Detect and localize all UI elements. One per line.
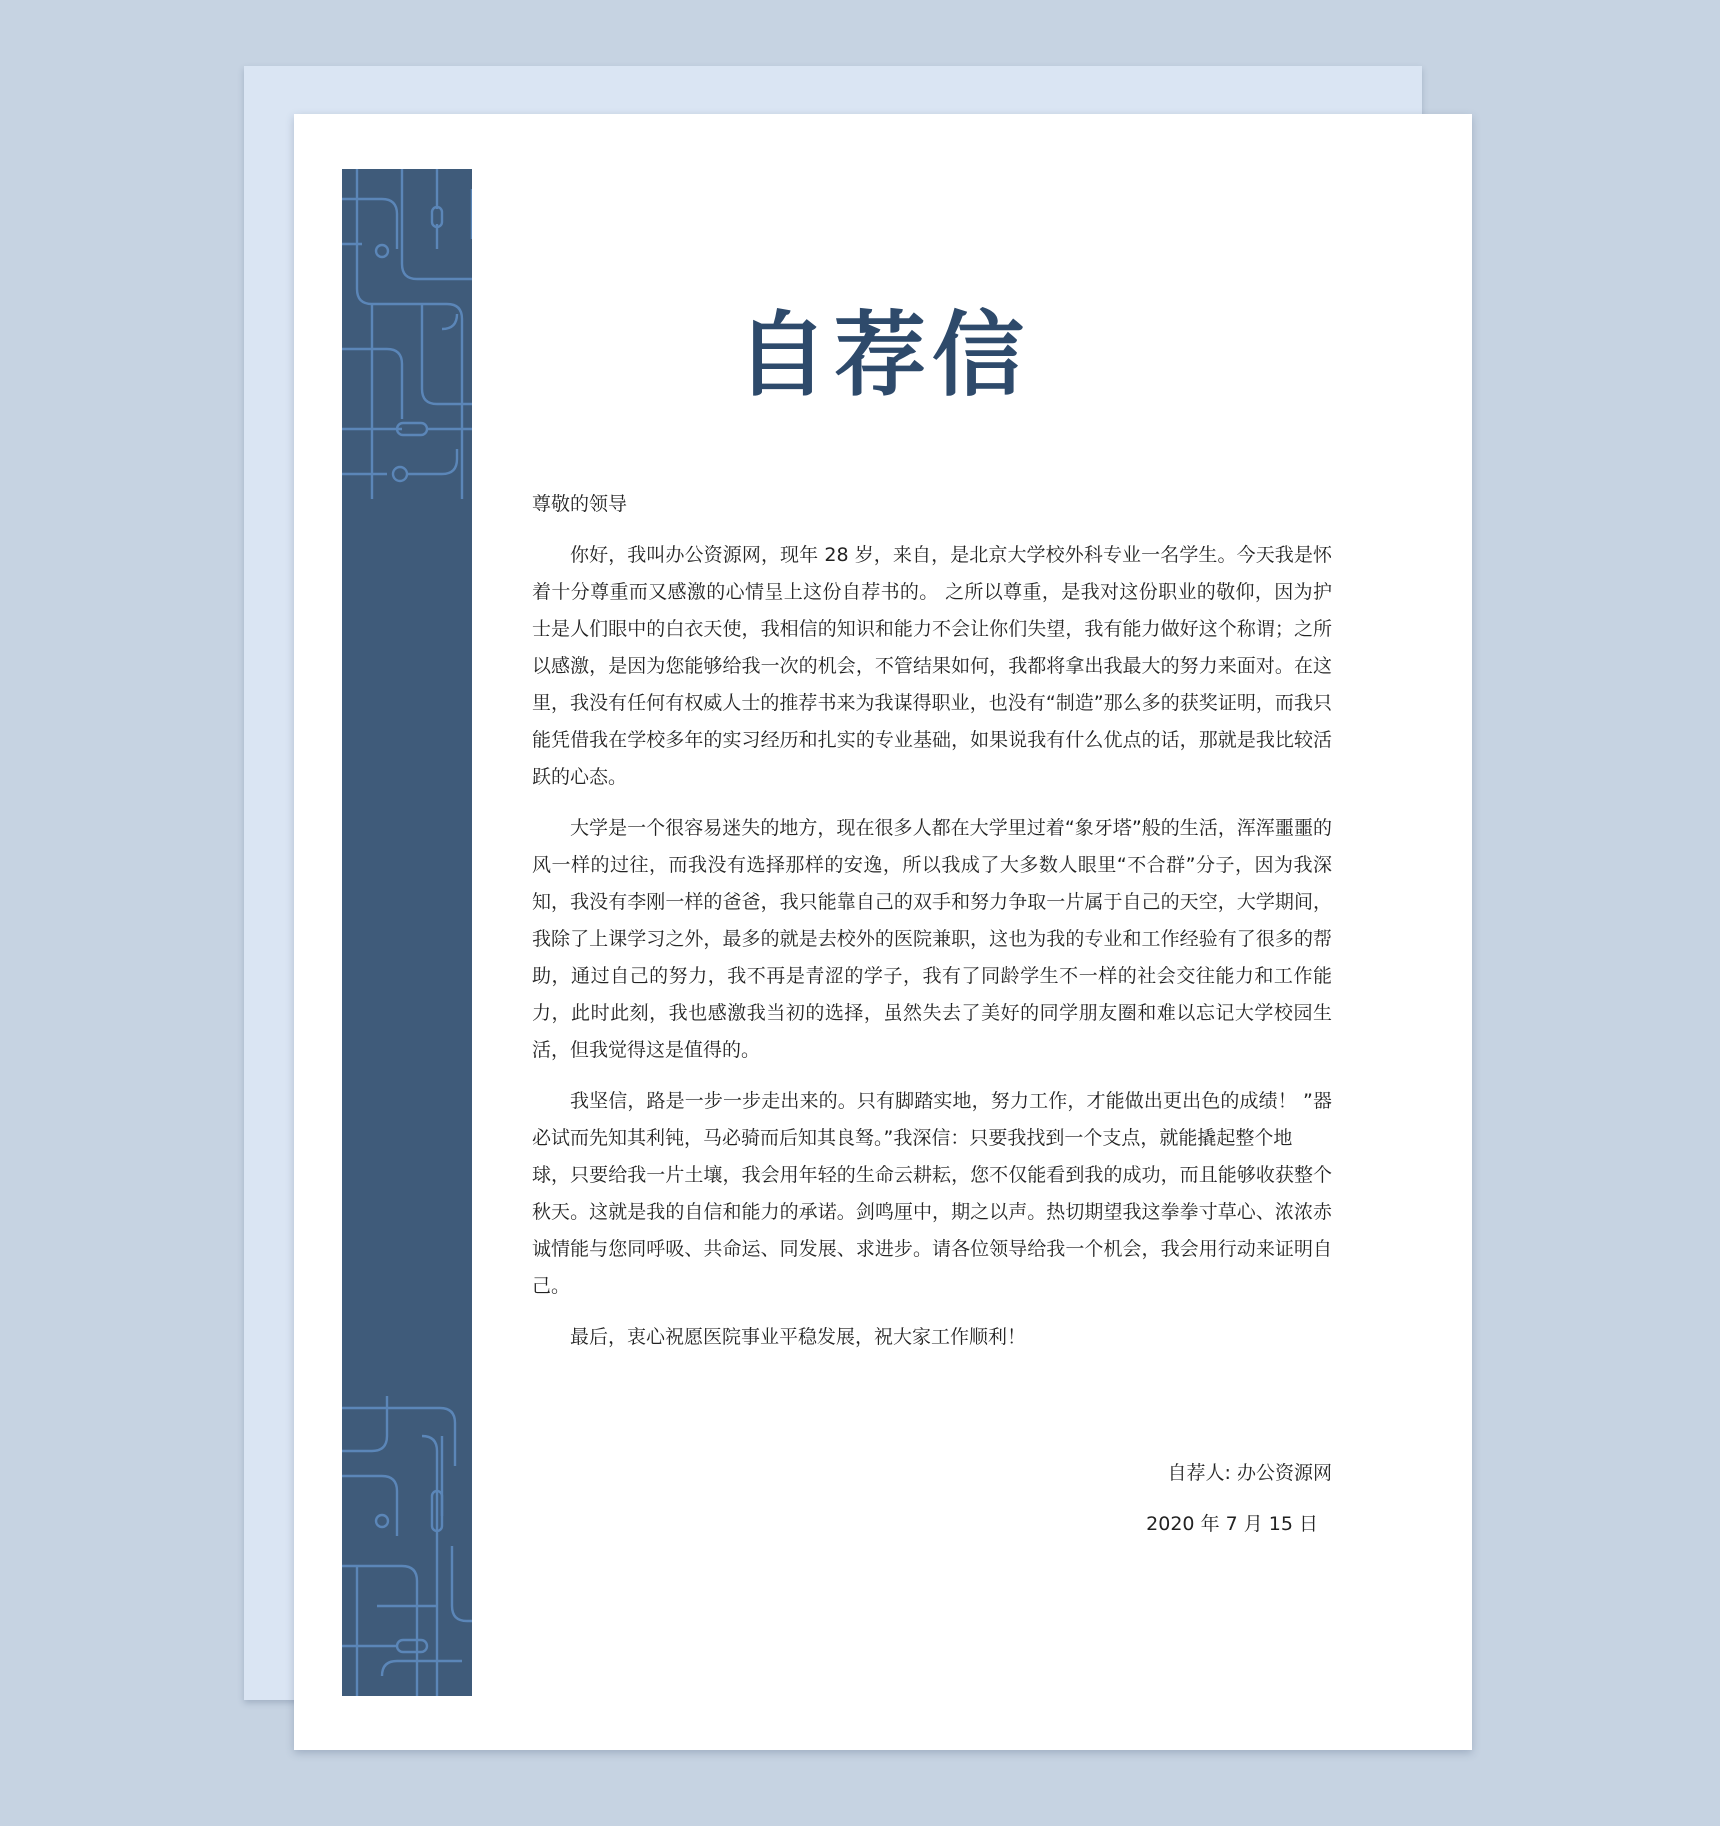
salutation: 尊敬的领导	[532, 493, 628, 515]
paragraph-2: 大学是一个很容易迷失的地方，现在很多人都在大学里过着“象牙塔”般的生活，浑浑噩噩的风一样的过往，而我没有选择那样的安逸，所以我成了大多数人眼里“不合群”分子，因为我深知，我没有李刚一样的爸爸，我只能靠自己的双手和努力争取一片属于自己的天空，大学期间，我除了上课学习之外，最多的就是去校外的医院兼职，这也为我的专业和工作经验有了很多的帮助，通过自己的努力，我不再是青涩的学子，我有了同龄学生不一样的社会交往能力和工作能力，此时此刻，我也感激我当初的选择，虽然失去了美好的同学朋友圈和难以忘记大学校园生活，但我觉得这是值得的。	[532, 817, 1332, 1061]
signature-name: 自荐人: 办公资源网	[1167, 1462, 1332, 1484]
page-title: 自荐信	[735, 302, 1030, 409]
circuit-pattern-bottom	[342, 1396, 472, 1696]
signature-date: 2020 年 7 月 15 日	[1146, 1513, 1318, 1535]
letter-body	[532, 486, 1332, 1370]
paragraph-3: 我坚信，路是一步一步走出来的。只有脚踏实地，努力工作，才能做出更出色的成绩！ ”器必试而先知其利钝，马必骑而后知其良驽。”我深信：只要我找到一个支点，就能撬起整个地	[532, 1090, 1332, 1149]
letter-page	[294, 114, 1472, 1750]
closing-paragraph: 最后，衷心祝愿医院事业平稳发展，祝大家工作顺利！	[570, 1326, 1027, 1348]
signature-block	[1146, 1448, 1332, 1550]
paragraph-3-continuation: 球，只要给我一片土壤，我会用年轻的生命云耕耘，您不仅能看到我的成功，而且能够收获整个秋天。这就是我的自信和能力的承诺。剑鸣厘中，期之以声。热切期望我这拳拳寸草心、浓浓赤诚情能与您同呼吸、共命运、同发展、求进步。请各位领导给我一个机会，我会用行动来证明自己。	[532, 1164, 1332, 1297]
paragraph-1: 你好，我叫办公资源网，现年 28 岁，来自，是北京大学校外科专业一名学生。今天我是怀着十分尊重而又感激的心情呈上这份自荐书的。 之所以尊重，是我对这份职业的敬仰，因为护士是人们眼中的白衣天使，我相信的知识和能力不会让你们失望，我有能力做好这个称谓；之所以感激，是因为您能够给我一次的机会，不管结果如何，我都将拿出我最大的努力来面对。在这里，我没有任何有权威人士的推荐书来为我谋得职业，也没有“制造”那么多的获奖证明，而我只能凭借我在学校多年的实习经历和扎实的专业基础，如果说我有什么优点的话，那就是我比较活跃的心态。	[532, 544, 1332, 788]
